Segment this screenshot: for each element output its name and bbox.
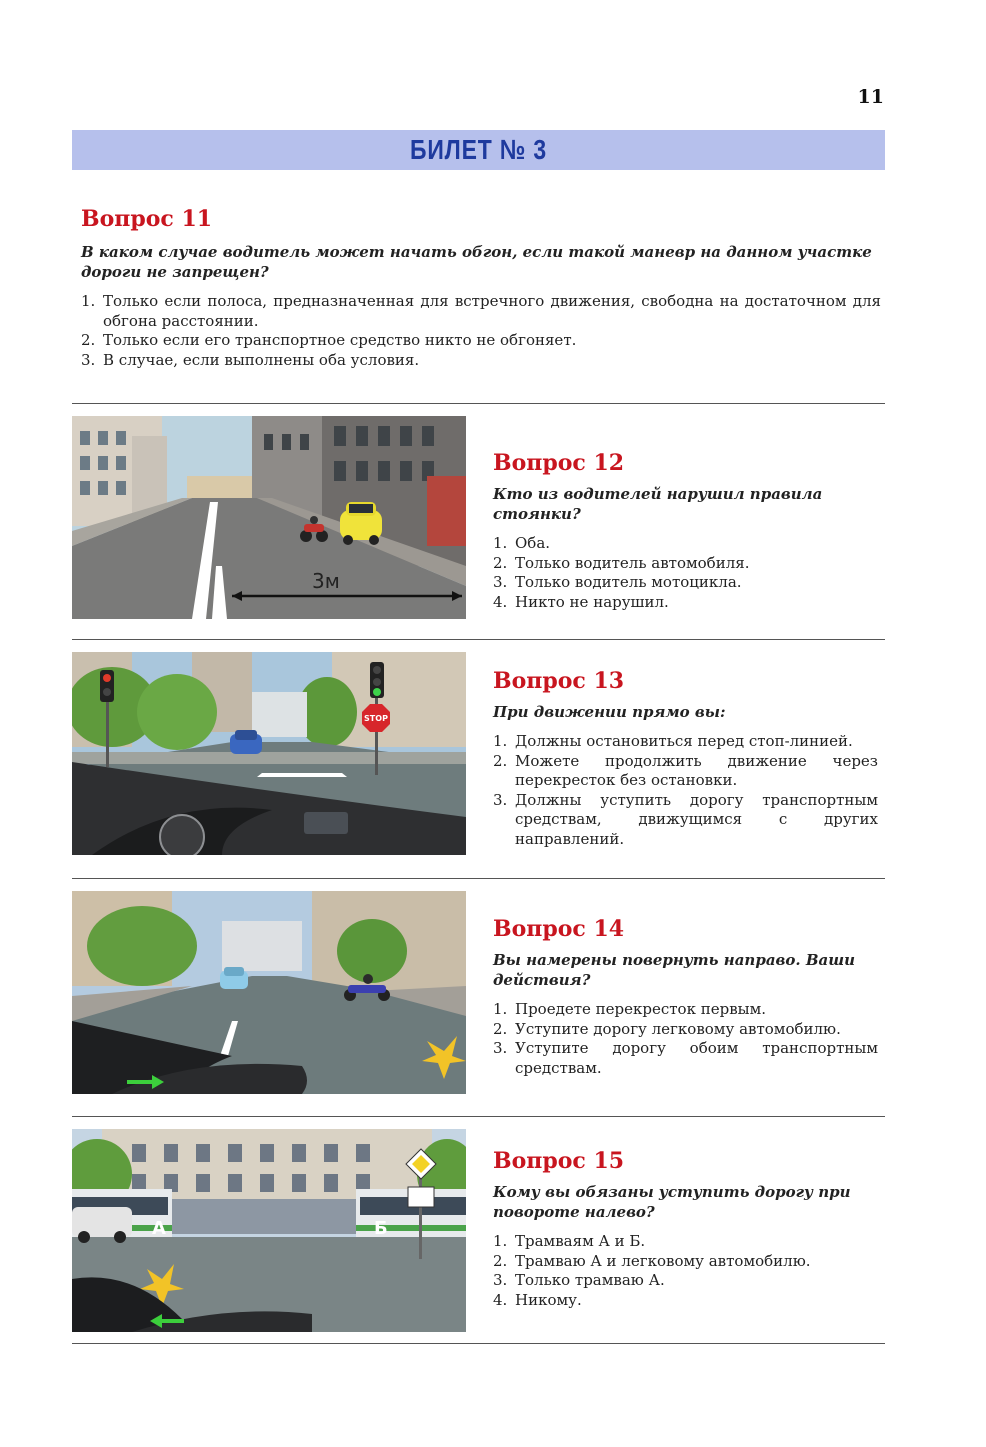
- question-heading: Вопрос 13: [493, 668, 625, 694]
- question-13: [493, 668, 878, 849]
- answer-option[interactable]: [81, 351, 881, 371]
- answer-list: [493, 1000, 878, 1078]
- question-heading: Вопрос 15: [493, 1148, 625, 1174]
- question-14: [493, 916, 878, 1078]
- q13-intersection-scene: [72, 652, 466, 855]
- question-heading: Вопрос 12: [493, 450, 625, 476]
- question-15: [493, 1148, 878, 1310]
- answer-option[interactable]: [493, 1252, 878, 1272]
- answer-text: Можете продолжить движение через перекресток без остановки.: [515, 751, 878, 789]
- page-number: 11: [857, 86, 884, 108]
- answer-list: [81, 292, 881, 370]
- answer-option[interactable]: [81, 331, 881, 351]
- question-text: Вы намерены повернуть направо. Ваши действия?: [493, 951, 856, 989]
- answer-text: Должны остановиться перед стоп-линией.: [515, 732, 853, 750]
- divider: [72, 1116, 885, 1117]
- answer-text: Трамваям А и Б.: [515, 1232, 646, 1250]
- answer-list: [493, 1232, 878, 1310]
- answer-list: [493, 534, 878, 612]
- answer-text: Только водитель мотоцикла.: [515, 573, 742, 591]
- ticket-title: БИЛЕТ № 3: [410, 134, 547, 165]
- answer-number: 3.: [493, 573, 508, 591]
- answer-number: 2.: [493, 1251, 508, 1270]
- answer-option[interactable]: [81, 292, 881, 331]
- answer-option[interactable]: [493, 554, 878, 574]
- answer-text: Уступите дорогу обоим транспортным средствам.: [515, 1039, 878, 1077]
- answer-number: 2.: [493, 751, 508, 770]
- answer-text: Никто не нарушил.: [515, 592, 669, 611]
- question-text: При движении прямо вы:: [493, 703, 726, 721]
- distance-label: 3м: [312, 569, 340, 593]
- question-text: Кто из водителей нарушил правила стоянки?: [493, 485, 823, 523]
- q14-right-turn-scene: [72, 891, 466, 1094]
- answer-option[interactable]: [493, 1020, 878, 1040]
- answer-number: 3.: [493, 1039, 508, 1057]
- answer-text: Должны уступить дорогу транспортным средствам, движущимся с других направлений.: [515, 790, 878, 848]
- answer-text: Трамваю А и легковому автомобилю.: [515, 1251, 811, 1270]
- answer-text: Никому.: [515, 1290, 582, 1309]
- divider: [72, 878, 885, 879]
- tram-a-label: А: [152, 1218, 166, 1239]
- answer-text: Только трамваю А.: [515, 1271, 665, 1289]
- question-text: Кому вы обязаны уступить дорогу при повороте налево?: [493, 1183, 851, 1221]
- answer-option[interactable]: [493, 593, 878, 613]
- answer-text: В случае, если выполнены оба условия.: [103, 350, 420, 369]
- answer-list: [493, 732, 878, 849]
- answer-option[interactable]: [493, 1291, 878, 1311]
- answer-number: 3.: [81, 350, 96, 369]
- answer-option[interactable]: [493, 1039, 878, 1078]
- answer-text: Оба.: [515, 534, 551, 552]
- answer-option[interactable]: [493, 791, 878, 850]
- answer-option[interactable]: [493, 573, 878, 593]
- question-heading: Вопрос 11: [81, 206, 213, 232]
- q15-tram-scene: [72, 1129, 466, 1332]
- answer-option[interactable]: [493, 1271, 878, 1291]
- answer-text: Только водитель автомобиля.: [515, 553, 750, 572]
- answer-number: 1.: [81, 292, 96, 310]
- answer-number: 4.: [493, 592, 508, 611]
- divider: [72, 1343, 885, 1344]
- answer-number: 1.: [493, 1232, 508, 1250]
- ticket-banner: [72, 130, 885, 170]
- divider: [72, 639, 885, 640]
- question-heading: Вопрос 14: [493, 916, 625, 942]
- answer-number: 1.: [493, 732, 508, 750]
- answer-option[interactable]: [493, 1000, 878, 1020]
- answer-number: 3.: [493, 790, 508, 809]
- answer-option[interactable]: [493, 534, 878, 554]
- question-11: [81, 206, 881, 370]
- stop-sign-label: STOP: [364, 714, 388, 723]
- q12-road-scene: [72, 416, 466, 619]
- tram-b-label: Б: [374, 1218, 388, 1239]
- answer-text: Только если полоса, предназначенная для встречного движения, свободна на достаточном для обгона расстоянии.: [103, 292, 881, 330]
- answer-number: 2.: [81, 331, 96, 349]
- answer-option[interactable]: [493, 732, 878, 752]
- question-text: В каком случае водитель может начать обгон, если такой маневр на данном участке дороги не запрещен?: [81, 243, 872, 281]
- answer-text: Уступите дорогу легковому автомобилю.: [515, 1019, 841, 1038]
- divider: [72, 403, 885, 404]
- answer-text: Только если его транспортное средство никто не обгоняет.: [103, 331, 577, 349]
- answer-number: 3.: [493, 1271, 508, 1289]
- answer-number: 2.: [493, 1019, 508, 1038]
- answer-number: 2.: [493, 553, 508, 572]
- answer-text: Проедете перекресток первым.: [515, 1000, 767, 1018]
- answer-option[interactable]: [493, 1232, 878, 1252]
- question-12: [493, 450, 878, 612]
- answer-number: 1.: [493, 534, 508, 552]
- answer-number: 4.: [493, 1290, 508, 1309]
- answer-number: 1.: [493, 1000, 508, 1018]
- answer-option[interactable]: [493, 752, 878, 791]
